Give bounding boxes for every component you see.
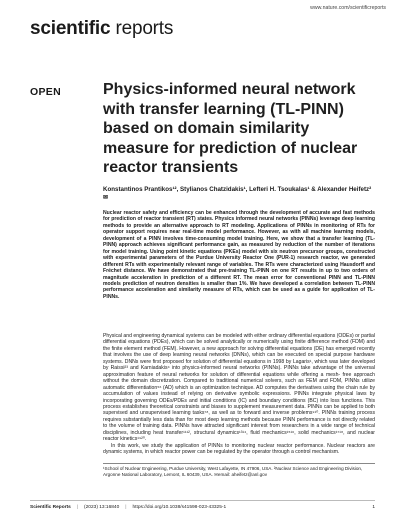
footer-doi[interactable]: https://doi.org/10.1038/s41598-023-43325-1: [132, 505, 227, 510]
body-paragraph: In this work, we study the application of PINNs to monitoring nuclear reactor performance. Nuclear reactors are dynamic systems, in which reactor power can be regulated by the operator through a control mechanism.: [103, 442, 375, 456]
article-body: [103, 333, 375, 456]
article-title: Physics-informed neural network with transfer learning (TL-PINN) based on domain similarity measure for prediction of nuclear reactor transients: [103, 81, 358, 176]
journal-logo: [30, 18, 173, 40]
page-number: 1: [372, 505, 375, 510]
open-access-label: OPEN: [30, 86, 61, 98]
footer-separator: |: [76, 505, 79, 510]
journal-logo-bold: scientific: [30, 18, 111, 39]
body-paragraph: Physical and engineering dynamical systems can be modeled with either ordinary differential equations (ODEs) or partial differential equations (PDEs), which can be solved analytically or numerically using finite difference method (FDM) and the finite element method (FEM). However, a new approach for solving differential equations (DE) has emerged recently that involves the use of deep learning neural networks (DNNs), which can be executed on special purpose hardware systems. DNNs were first proposed for solution of differential equations in 1998 by Lagaris¹, which was later developed by Raissi²³ and Karniadakis⁴ into physics-informed neural networks (PINNs). PINNs take advantage of the universal approximation feature of neural networks for solution of differential equations while offering a mesh- free approach without the domain discretization. Compared to traditional numerical solvers, such as FEM and FDM, PINNs utilize automatic differentiation⁵⁶ (AD) which is an optimization technique. AD computes the derivatives using the chain rule by accumulation of values instead of relying on derivative symbolic expressions. PINNs integrate physical laws by incorporating governing ODEs/PDEs and initial conditions (IC) and boundary conditions (BC) into loss functions. This process establishes theoretical constraints and biases to supplement measurement data. PINNs can be applied to both supervised and unsupervised learning tasks⁷⁸, as well as to forward and inverse problems⁹¹⁰. PINNs training process requires substantially less data than for most deep learning methods because PINN performance is not directly related to the volume of training data. PINNs have attracted significant interest from researchers in a wide range of technical disciplines, including heat transfer¹¹¹², structural dynamics¹³¹⁴, fluid mechanics¹⁵¹⁶, solid mechanics¹⁷¹⁸, and nuclear reactor kinetics¹⁹²⁰.: [103, 333, 375, 443]
affiliation-divider: [103, 463, 375, 464]
author-list[interactable]: Konstantinos Prantikos¹², Stylianos Chatzidakis¹, Lefteri H. Tsoukalas¹ & Alexander Heifetz²✉: [103, 186, 372, 201]
affiliations: ¹School of Nuclear Engineering, Purdue University, West Lafayette, IN 47906, USA. ²Nuclear Science and Engineering Division, Argonne National Laboratory, Lemont, IL 60439, USA. ✉email: aheifetz@anl.gov: [103, 466, 363, 477]
footer-divider: [30, 500, 375, 501]
footer-journal: Scientific Reports: [30, 505, 71, 510]
footer-volume: (2023) 13:16840: [84, 505, 120, 510]
abstract: Nuclear reactor safety and efficiency can be enhanced through the development of accurate and fast methods for prediction of reactor transient (RT) states. Physics informed neural networks (PINNs) leverage deep learning methods to provide an alternative approach to RT modeling. Applications of PINNs in monitoring of RTs for operator support requires near real-time model performance. However, as with all machine learning models, development of a PINN involves time-consuming model training. Here, we show that a transfer learning (TL-PINN) approach achieves significant performance gain, as measured by reduction of the number of iterations for model training. Using point kinetic equations (PKEs) model with six neutron precursor groups, constructed with experimental parameters of the Purdue University Reactor One (PUR-1) research reactor, we generated different RTs with experimentally relevant range of variables. The RTs were characterized using Hausdorff and Fréchet distance. We have demonstrated that pre-training TL-PINN on one RT results in up to two orders of magnitude acceleration in prediction of a different RT. The mean error for conventional PINN and TL-PINN models prediction of neutron densities is smaller than 1%. We have developed a correlation between TL-PINN performance acceleration and similarity measure of RTs, which can be used as a guide for application of TL-PINNs.: [103, 210, 375, 300]
journal-url[interactable]: www.nature.com/scientificreports: [310, 5, 386, 11]
journal-logo-light: reports: [110, 18, 174, 39]
footer-separator: |: [125, 505, 127, 510]
page-footer: [30, 505, 375, 510]
